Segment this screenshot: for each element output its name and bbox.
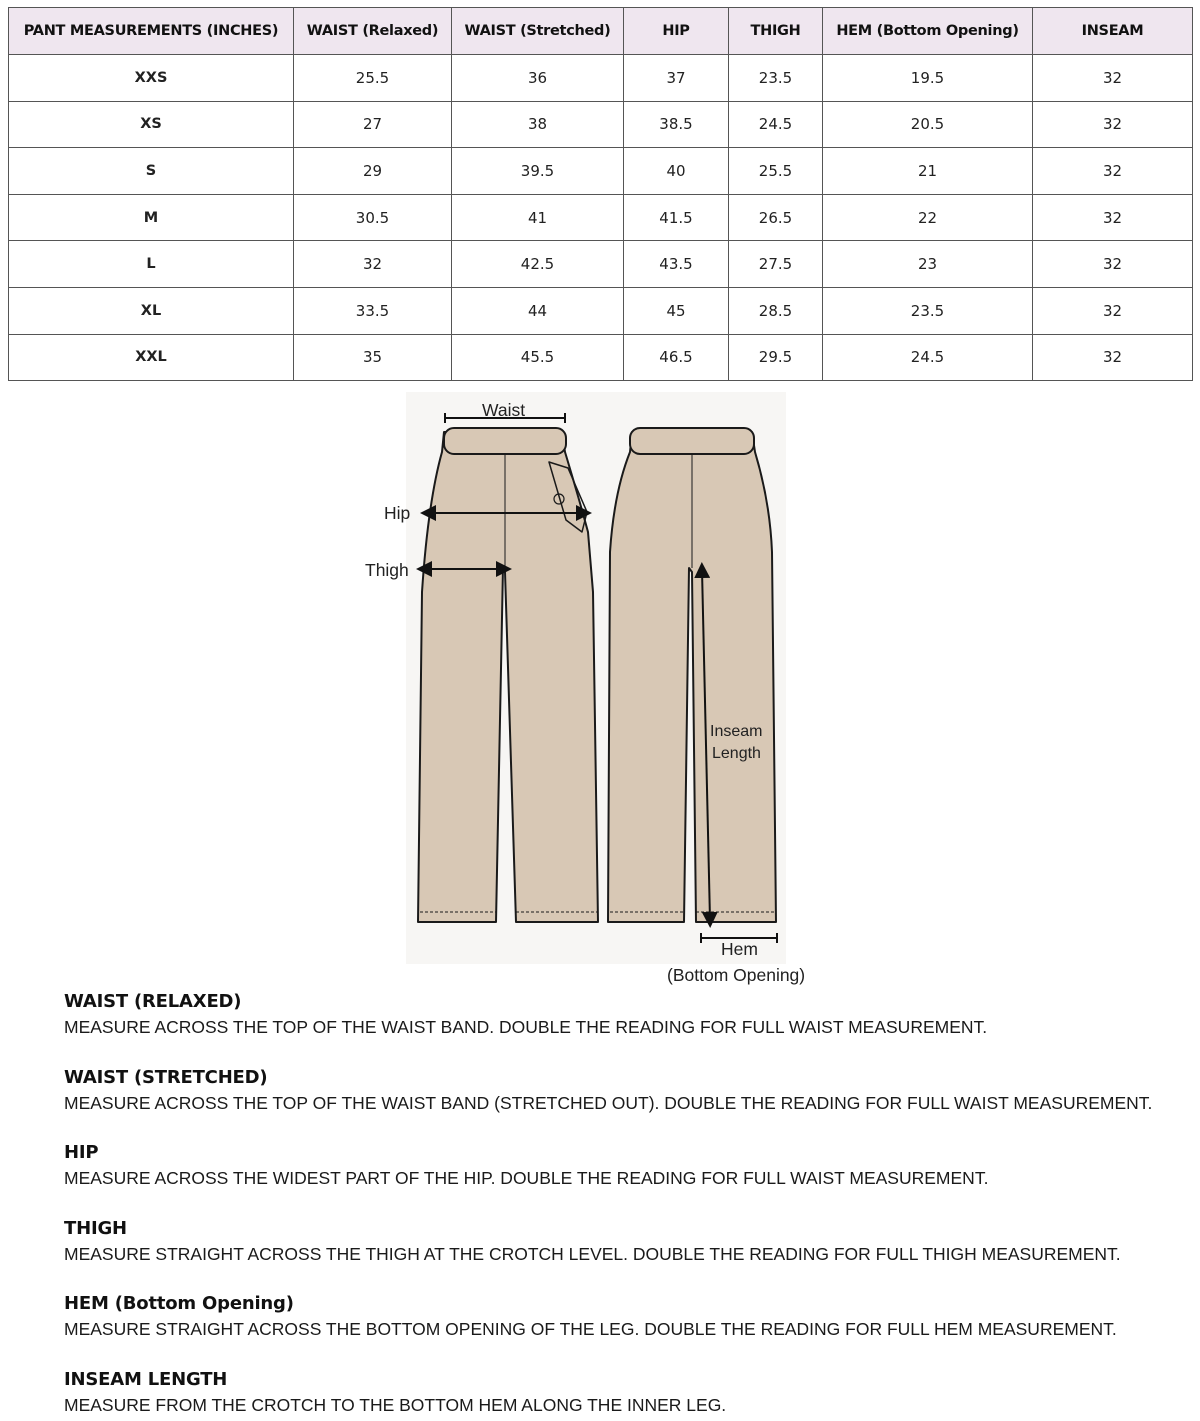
table-cell: 32 (1033, 194, 1193, 241)
front-waistband (444, 428, 566, 454)
table-cell: 19.5 (823, 55, 1033, 102)
header-pant-measurements: PANT MEASUREMENTS (INCHES) (9, 8, 294, 55)
table-header-row (9, 8, 1193, 55)
table-row (9, 241, 1193, 288)
table-cell: 46.5 (624, 334, 729, 381)
table-cell: 32 (1033, 55, 1193, 102)
header-inseam: INSEAM (1033, 8, 1193, 55)
instruction-thigh (64, 1217, 1121, 1267)
instruction-text: MEASURE ACROSS THE TOP OF THE WAIST BAND. DOUBLE THE READING FOR FULL WAIST MEASUREMENT. (64, 1017, 988, 1037)
table-cell: 25.5 (294, 55, 452, 102)
header-hem: HEM (Bottom Opening) (823, 8, 1033, 55)
size-cell: XXS (9, 55, 294, 102)
table-cell: 27.5 (729, 241, 823, 288)
header-waist-relaxed: WAIST (Relaxed) (294, 8, 452, 55)
table-row (9, 148, 1193, 195)
table-cell: 32 (1033, 241, 1193, 288)
table-cell: 32 (1033, 287, 1193, 334)
header-thigh: THIGH (729, 8, 823, 55)
table-cell: 29.5 (729, 334, 823, 381)
instruction-title: WAIST (RELAXED) (64, 991, 242, 1012)
hem-label-line1: Hem (721, 939, 758, 959)
table-cell: 22 (823, 194, 1033, 241)
table-cell: 40 (624, 148, 729, 195)
instruction-title: INSEAM LENGTH (64, 1369, 228, 1390)
size-cell: M (9, 194, 294, 241)
hem-label-line2: (Bottom Opening) (667, 965, 806, 985)
table-cell: 32 (1033, 334, 1193, 381)
instruction-waist-relaxed (64, 990, 987, 1040)
table-cell: 36 (452, 55, 624, 102)
table-cell: 41 (452, 194, 624, 241)
table-cell: 28.5 (729, 287, 823, 334)
header-hip: HIP (624, 8, 729, 55)
table-cell: 24.5 (729, 101, 823, 148)
table-cell: 32 (294, 241, 452, 288)
table-cell: 33.5 (294, 287, 452, 334)
table-row (9, 334, 1193, 381)
instruction-title: THIGH (64, 1218, 127, 1239)
pants-measurement-diagram (300, 392, 900, 992)
size-cell: S (9, 148, 294, 195)
instruction-title: WAIST (STRETCHED) (64, 1067, 268, 1088)
table-row (9, 287, 1193, 334)
instruction-text: MEASURE STRAIGHT ACROSS THE BOTTOM OPENING OF THE LEG. DOUBLE THE READING FOR FULL HEM MEASUREMENT. (64, 1319, 1117, 1339)
table-cell: 37 (624, 55, 729, 102)
size-cell: XXL (9, 334, 294, 381)
hip-label: Hip (384, 503, 411, 523)
instruction-inseam (64, 1368, 726, 1418)
table-cell: 23.5 (823, 287, 1033, 334)
table-cell: 23 (823, 241, 1033, 288)
table-cell: 21 (823, 148, 1033, 195)
table-cell: 27 (294, 101, 452, 148)
table-cell: 24.5 (823, 334, 1033, 381)
table-cell: 23.5 (729, 55, 823, 102)
table-cell: 30.5 (294, 194, 452, 241)
header-waist-stretched: WAIST (Stretched) (452, 8, 624, 55)
table-cell: 38.5 (624, 101, 729, 148)
inseam-label-line1: Inseam (710, 723, 763, 740)
waist-label: Waist (482, 400, 526, 420)
inseam-label-line2: Length (712, 745, 761, 762)
size-cell: XS (9, 101, 294, 148)
table-cell: 29 (294, 148, 452, 195)
table-cell: 45 (624, 287, 729, 334)
instruction-hip (64, 1141, 988, 1191)
instruction-text: MEASURE ACROSS THE WIDEST PART OF THE HIP. DOUBLE THE READING FOR FULL WAIST MEASUREMENT. (64, 1168, 989, 1188)
size-cell: XL (9, 287, 294, 334)
table-cell: 39.5 (452, 148, 624, 195)
table-cell: 35 (294, 334, 452, 381)
thigh-label: Thigh (365, 560, 409, 580)
back-waistband (630, 428, 754, 454)
size-cell: L (9, 241, 294, 288)
table-cell: 38 (452, 101, 624, 148)
table-row (9, 101, 1193, 148)
instruction-text: MEASURE FROM THE CROTCH TO THE BOTTOM HEM ALONG THE INNER LEG. (64, 1395, 727, 1415)
table-cell: 20.5 (823, 101, 1033, 148)
size-chart-table (8, 7, 1193, 381)
table-cell: 41.5 (624, 194, 729, 241)
instruction-text: MEASURE ACROSS THE TOP OF THE WAIST BAND (STRETCHED OUT). DOUBLE THE READING FOR FULL WAIST MEASUREMENT. (64, 1093, 1153, 1113)
instruction-hem (64, 1292, 1117, 1342)
table-cell: 32 (1033, 148, 1193, 195)
table-cell: 32 (1033, 101, 1193, 148)
table-cell: 26.5 (729, 194, 823, 241)
instruction-text: MEASURE STRAIGHT ACROSS THE THIGH AT THE CROTCH LEVEL. DOUBLE THE READING FOR FULL THIGH MEASUREMENT. (64, 1244, 1121, 1264)
instruction-title: HEM (Bottom Opening) (64, 1293, 294, 1314)
table-row (9, 194, 1193, 241)
instruction-waist-stretched (64, 1066, 1152, 1116)
table-cell: 25.5 (729, 148, 823, 195)
table-cell: 45.5 (452, 334, 624, 381)
table-row (9, 55, 1193, 102)
instruction-title: HIP (64, 1142, 99, 1163)
table-cell: 42.5 (452, 241, 624, 288)
pants-illustration (300, 392, 900, 992)
table-cell: 44 (452, 287, 624, 334)
table-cell: 43.5 (624, 241, 729, 288)
